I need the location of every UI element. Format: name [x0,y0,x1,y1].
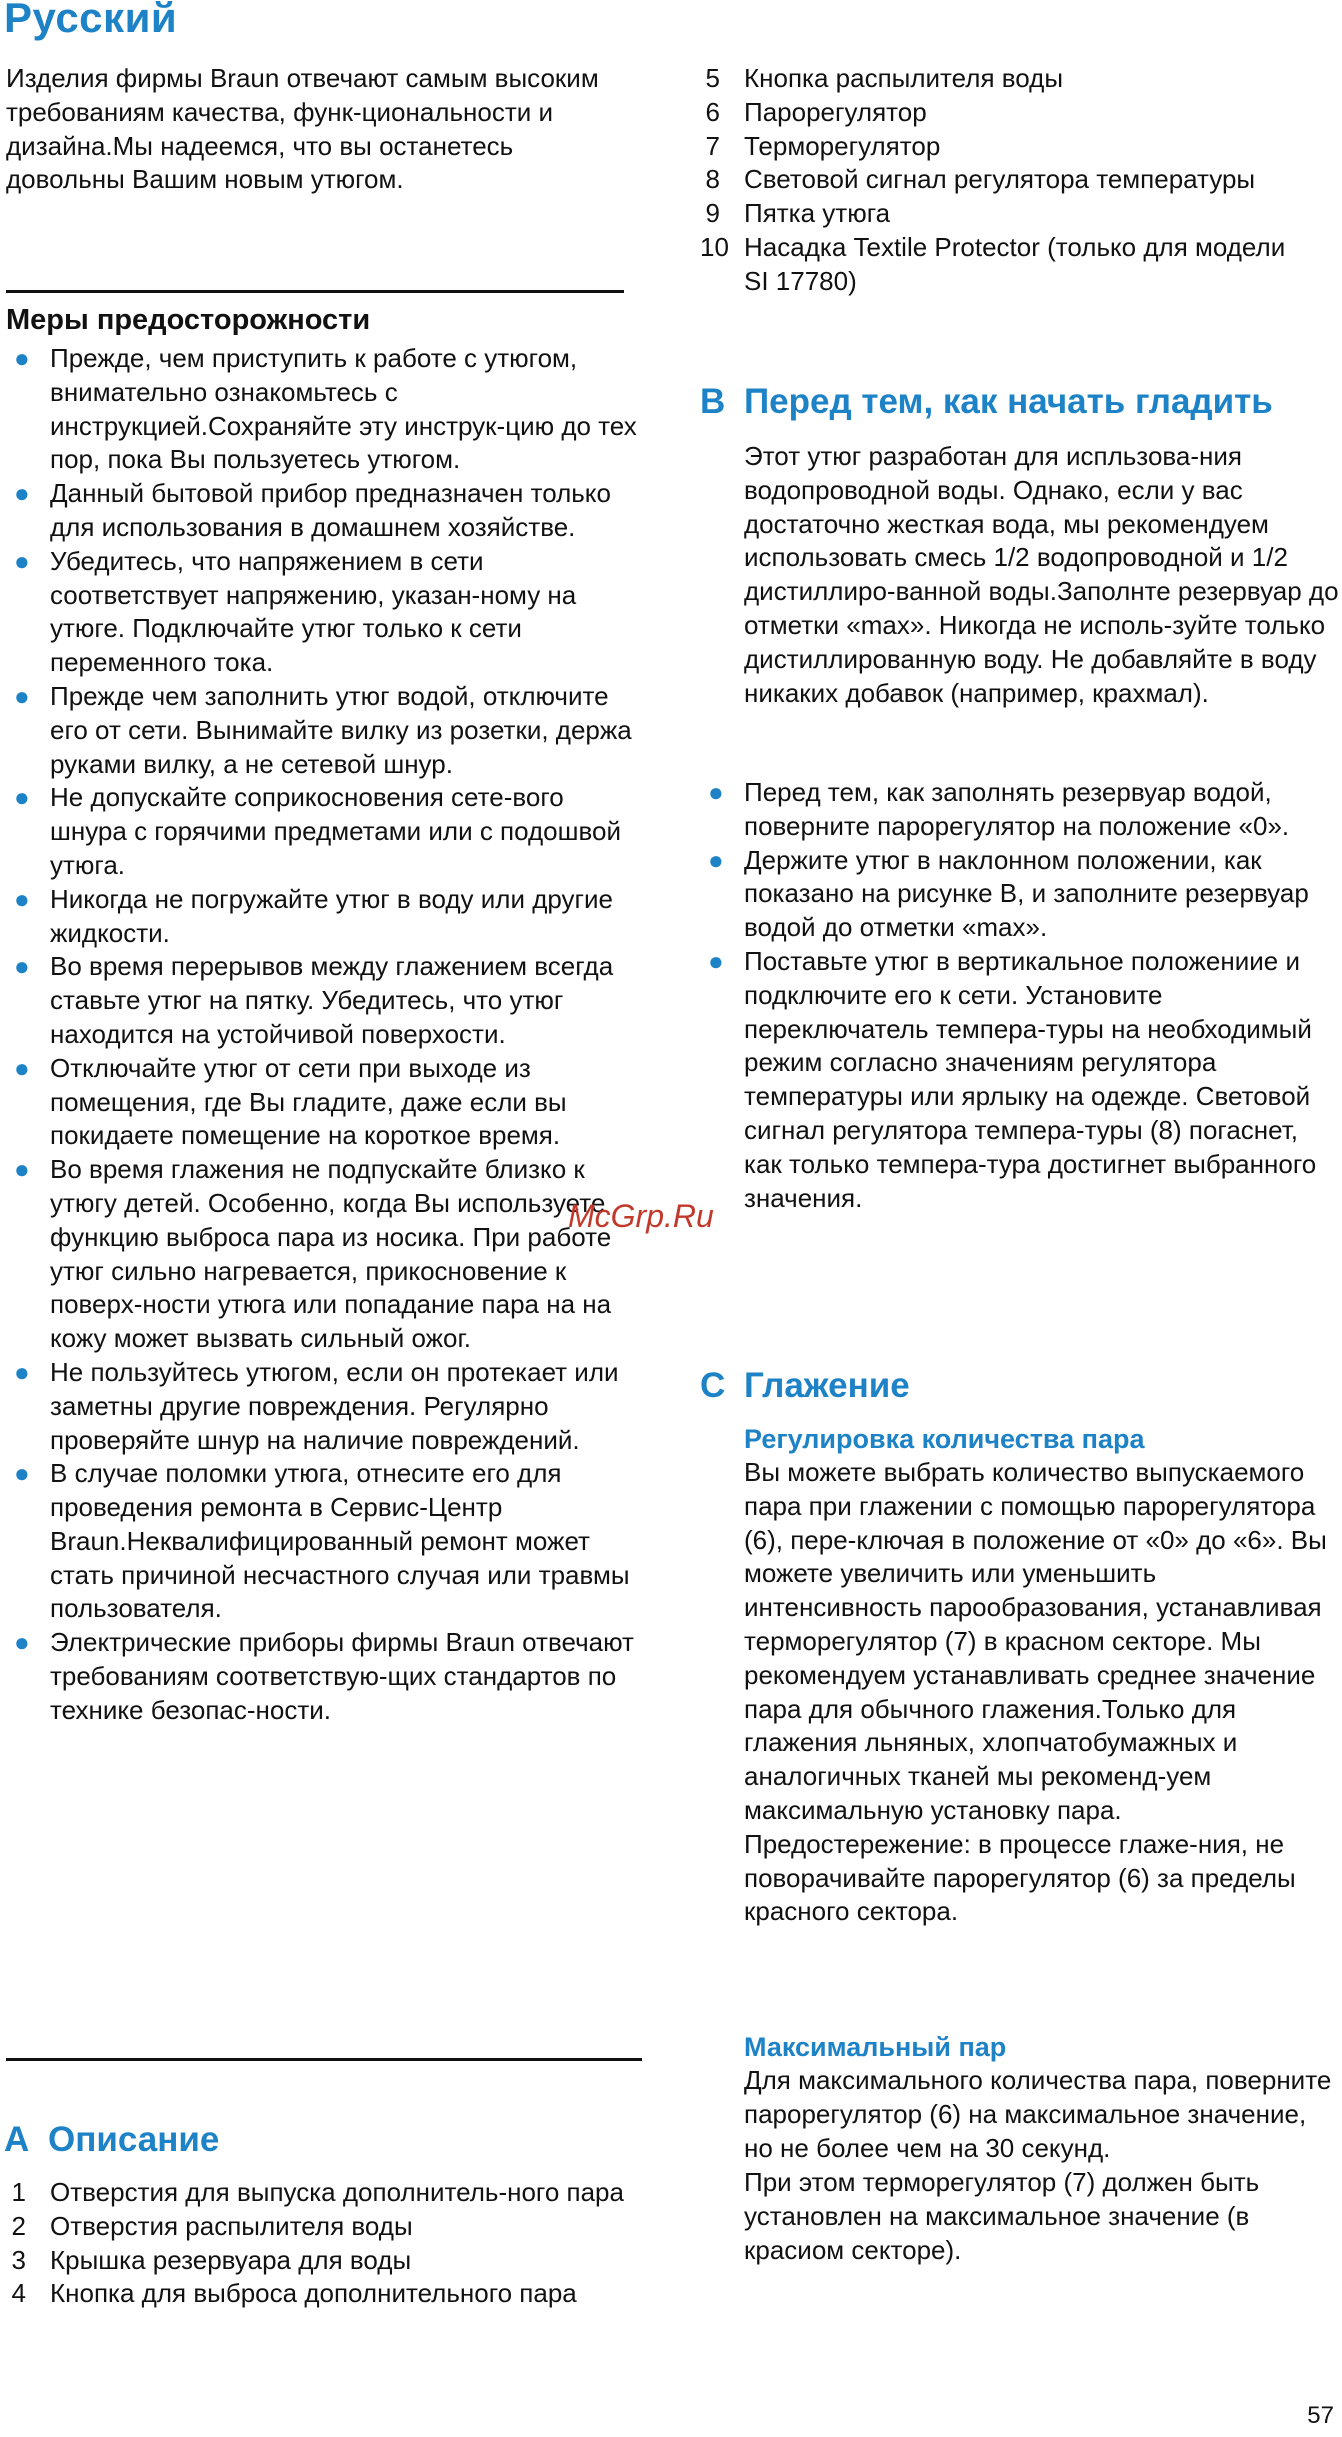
steam-regulation-subheading: Регулировка количества пара [744,1424,1145,1454]
list-item: 2 Отверстия распылителя воды [11,2210,413,2241]
steam-regulation-text: Вы можете выбрать количество выпускаемого пара при глажении с помощью парорегулятора (6), пере-ключая в положение от «0» до «6». Вы можете увеличить или уменьшить интенсивность парообразования, устанавливая терморегулятор (7) в красном секторе. Мы рекомендуем устанавливать среднее значение пара для обычного глажения.Только для глажения льняных, хлопчатобумажных и аналогичных тканей мы рекоменд-уем максимальную установку пара. Предостережение: в процессе глаже-ния, не поворачивайте парорегулятор (6) за пределы красного сектора. [744,1457,1327,1927]
bullet-icon: ● [14,883,30,914]
bullet-icon: ● [14,1627,30,1658]
list-item: 4 Кнопка для выброса дополнительного пара [11,2278,577,2309]
list-item: 10 Насадка Textile Protector (только для модели SI 17780) [700,231,1286,296]
section-b-heading: B Перед тем, как начать гладить [700,382,1273,421]
bullet-icon: ● [14,1458,30,1489]
list-item: ● Убедитесь, что напряжением в сети соответствует напряжению, указан-ному на утюге. Подключайте утюг только к сети переменного тока. [14,545,577,678]
bullet-icon: ● [14,545,30,576]
section-b-paragraph: Этот утюг разработан для испльзова-ния водопроводной воды. Однако, если у вас достаточно жесткая вода, мы рекомендуем использовать смесь 1/2 водопроводной и 1/2 дистиллиро-ванной воды.Заполнте резервуар до отметки «max». Никогда не исполь-зуйте только дистиллированную воду. Не добавляйте в воду никаких добавок (например, крахмал). [744,441,1339,708]
list-item: 6 Парорегулятор [705,96,927,127]
bullet-icon: ● [14,1356,30,1387]
list-item: 5 Кнопка распылителя воды [705,63,1064,93]
bullet-icon: ● [14,782,30,813]
page-number: 57 [1307,2402,1334,2430]
max-steam-subheading: Максимальный пар [744,2032,1007,2062]
section-c-heading: C Глажение [700,1366,910,1405]
divider-bottom-left [6,2058,642,2061]
list-item: 3 Крышка резервуара для воды [11,2244,412,2275]
list-item: ● Не пользуйтесь утюгом, если он протекает или заметны другие повреждения. Регулярно проверяйте шнур на наличие повреждений. [14,1356,619,1455]
section-b-list [700,776,1340,1215]
list-item: ● Никогда не погружайте утюг в воду или другие жидкости. [14,883,613,948]
bullet-icon: ● [14,1052,30,1083]
bullet-icon: ● [14,680,30,711]
bullet-icon: ● [14,343,30,373]
bullet-icon: ● [14,1154,30,1185]
bullet-icon: ● [14,951,30,982]
list-item: ● Прежде, чем приступить к работе с утюгом, внимательно ознакомьтесь с инструкцией.Сохраняйте эту инструк-цию до тех пор, пока Вы пользуетесь утюгом. [14,343,637,475]
list-item: 7 Терморегулятор [705,130,941,161]
language-title: Русский [4,0,178,41]
list-item: ● Прежде чем заполнить утюг водой, отключите его от сети. Вынимайте вилку из розетки, держа руками вилку, а не сетевой шнур. [14,680,632,779]
bullet-icon: ● [14,478,30,509]
description-list-part1 [6,2176,646,2311]
bullet-icon: ● [708,945,724,976]
list-item: ● Не допускайте соприкосновения сете-вого шнура с горячими предметами или с подошвой утюга. [14,782,621,880]
intro-paragraph: Изделия фирмы Braun отвечают самым высоким требованиям качества, функ-циональности и дизайна.Мы надеемся, что вы останетесь довольны Вашим новым утюгом. [6,63,599,195]
list-item: ● Электрические приборы фирмы Braun отвечают требованиям соответствую-щих стандартов по технике безопас-ности. [14,1627,634,1725]
max-steam-text-1: Для максимального количества пара, поверните парорегулятор (6) на максимальное значение, но не более чем на 30 секунд. [744,2065,1332,2163]
list-item: 1 Отверстия для выпуска дополнитель-ного пара [11,2177,624,2207]
list-item: ● Во время перерывов между глажением всегда ставьте утюг на пятку. Убедитесь, что утюг находится на устойчивой поверхости. [14,951,614,1049]
list-item: 9 Пятка утюга [705,198,891,229]
list-item: ● Держите утюг в наклонном положении, как показано на рисунке B, и заполните резервуар водой до отметки «max». [708,844,1309,943]
section-a-heading: A Описание [4,2120,220,2159]
list-item: ● Поставьте утюг в вертикальное положениие и подключите его к сети. Установите переключатель темпера-туры на необходимый режим согласно значениям регулятора температуры или ярлыку на одежде. Световой сигнал регулятора темпера-туры (8) погаснет, как только темпера-тура достигнет выбранного значения. [708,945,1317,1213]
precautions-list [6,342,646,1728]
watermark: McGrp.Ru [568,1198,714,1234]
list-item: ● Данный бытовой прибор предназначен только для использования в домашнем хозяйстве. [14,478,611,542]
description-list-part2 [700,62,1340,299]
bullet-icon: ● [708,844,724,875]
list-item: ● Во время глажения не подпускайте близко к утюгу детей. Особенно, когда Вы используете функцию выброса пара из носика. При работе утюг сильно нагревается, прикосновение к поверх-ности утюга или попадание пара на на кожу может вызвать сильный ожог. [14,1154,612,1354]
divider-top-left [6,290,624,293]
list-item: ● Отключайте утюг от сети при выходе из помещения, где Вы гладите, даже если вы покидаете помещение на короткое время. [14,1052,567,1151]
bullet-icon: ● [708,777,724,807]
list-item: ● В случае поломки утюга, отнесите его для проведения ремонта в Сервис-Центр Braun.Неквалифицированный ремонт может стать причиной несчастного случая или травмы пользователя. [14,1458,630,1624]
list-item: ● Перед тем, как заполнять резервуар водой, поверните парорегулятор на положение «0». [708,777,1290,841]
precautions-heading: Меры предосторожности [6,304,371,336]
list-item: 8 Световой сигнал регулятора температуры [705,164,1256,195]
max-steam-text-2: При этом терморегулятор (7) должен быть установлен на максимальное значение (в красиом секторе). [744,2167,1260,2265]
